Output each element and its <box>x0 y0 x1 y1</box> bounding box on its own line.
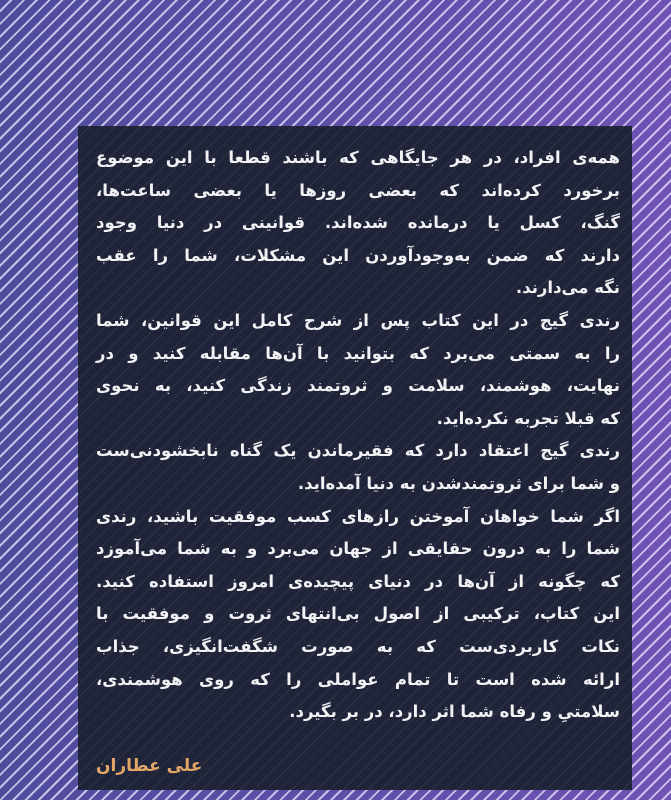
text-line: را به سمتی می‌برد که بتوانید با آن‌ها مقابله کنید و در <box>96 343 620 363</box>
text-line: رندی گیج اعتقاد دارد که فقیرماندن یک گناه نابخشودنی‌ست <box>96 441 620 461</box>
blurb-panel <box>78 126 632 790</box>
text-line: ارائه شده است تا تمام عواملی را که روی هوشمندی، <box>96 669 620 689</box>
text-line: نهایت، هوشمند، سلامت و ثروتمند زندگی کنید، به نحوی <box>96 376 620 396</box>
text-line: دارند که ضمن به‌وجودآوردن این مشکلات، شما را عقب <box>96 245 620 265</box>
text-line: و شما برای ثروتمندشدن به دنیا آمده‌اید. <box>297 473 620 493</box>
author-name: علی عطاران <box>96 756 203 776</box>
text-line: شما را به درون حقایقی از جهان می‌برد و به شما می‌آموزد <box>96 539 620 559</box>
text-line: همه‌ی افراد، در هر جایگاهی که باشند قطعا با این موضوع <box>96 148 620 167</box>
text-line: رندی گیج در این کتاب پس از شرح کامل این قوانین، شما <box>96 310 620 330</box>
text-line: سلامتیِ و رفاه شما اثر دارد، در بر بگیرد. <box>289 702 620 722</box>
text-line: این کتاب، ترکیبی از اصول بی‌انتهای ثروت و موفقیت با <box>96 604 620 624</box>
text-line: اگر شما خواهان آموختن رازهای کسب موفقیت باشید، رندی <box>96 506 620 526</box>
text-line: گنگ، کسل یا درمانده شده‌اند. قوانینی در دنیا وجود <box>96 213 620 233</box>
text-line: نکات کاربردی‌ست که به صورت شگفت‌انگیزی، جذاب <box>96 636 620 656</box>
text-line: که قبلا تجربه نکرده‌اید. <box>436 408 620 428</box>
text-line: که چگونه از آن‌ها در دنیای پیچیده‌ی امروز استفاده کنید. <box>96 571 620 591</box>
text-line: برخورد کرده‌اند که بعضی روزها یا بعضی ساعت‌ها، <box>96 180 620 200</box>
blurb-text <box>96 142 620 729</box>
text-line: نگه می‌دارند. <box>515 278 620 298</box>
